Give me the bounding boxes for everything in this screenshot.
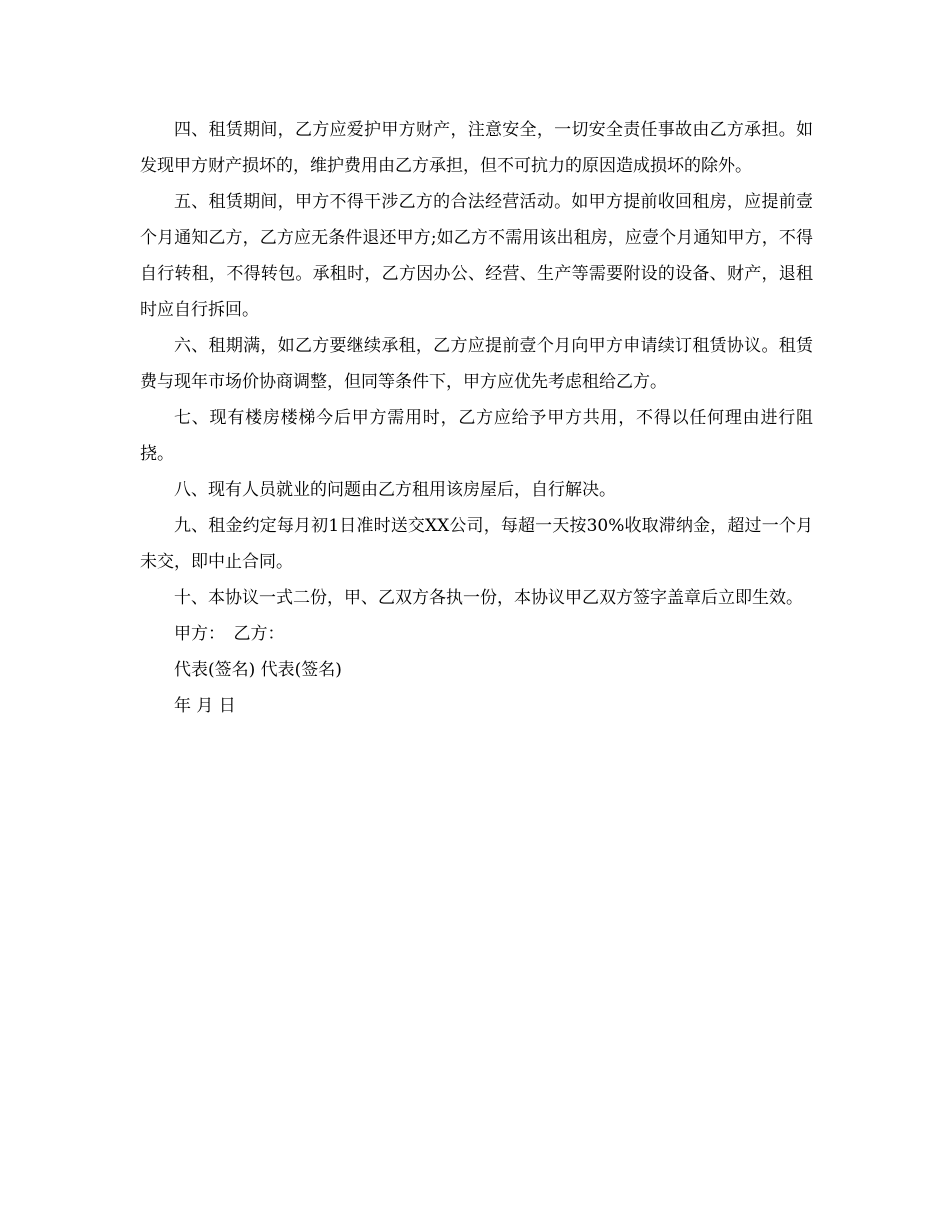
clause-6-paragraph: 六、租期满，如乙方要继续承租，乙方应提前壹个月向甲方申请续订租赁协议。租赁费与现年市场价协商调整，但同等条件下，甲方应优先考虑租给乙方。 (140, 336, 813, 392)
clause-9-paragraph: 九、租金约定每月初1日准时送交XX公司，每超一天按30%收取滞纳金，超过一个月未交，即中止合同。 (140, 516, 813, 572)
document-body (140, 112, 813, 724)
clause-4-paragraph: 四、租赁期间，乙方应爱护甲方财产，注意安全，一切安全责任事故由乙方承担。如发现甲方财产损坏的，维护费用由乙方承担，但不可抗力的原因造成损坏的除外。 (140, 120, 813, 176)
clause-10-paragraph: 十、本协议一式二份，甲、乙双方各执一份，本协议甲乙双方签字盖章后立即生效。 (174, 588, 803, 608)
parties-line: 甲方： 乙方： (174, 624, 285, 644)
date-line: 年 月 日 (174, 696, 236, 716)
clause-8-paragraph: 八、现有人员就业的问题由乙方租用该房屋后，自行解决。 (174, 480, 616, 500)
clause-7-paragraph: 七、现有楼房楼梯今后甲方需用时，乙方应给予甲方共用，不得以任何理由进行阻挠。 (140, 408, 813, 464)
representatives-signature-line: 代表(签名) 代表(签名) (174, 660, 342, 680)
clause-5-paragraph: 五、租赁期间，甲方不得干涉乙方的合法经营活动。如甲方提前收回租房，应提前壹个月通知乙方，乙方应无条件退还甲方;如乙方不需用该出租房，应壹个月通知甲方，不得自行转租，不得转包。承租时，乙方因办公、经营、生产等需要附设的设备、财产，退租时应自行拆回。 (140, 192, 813, 320)
